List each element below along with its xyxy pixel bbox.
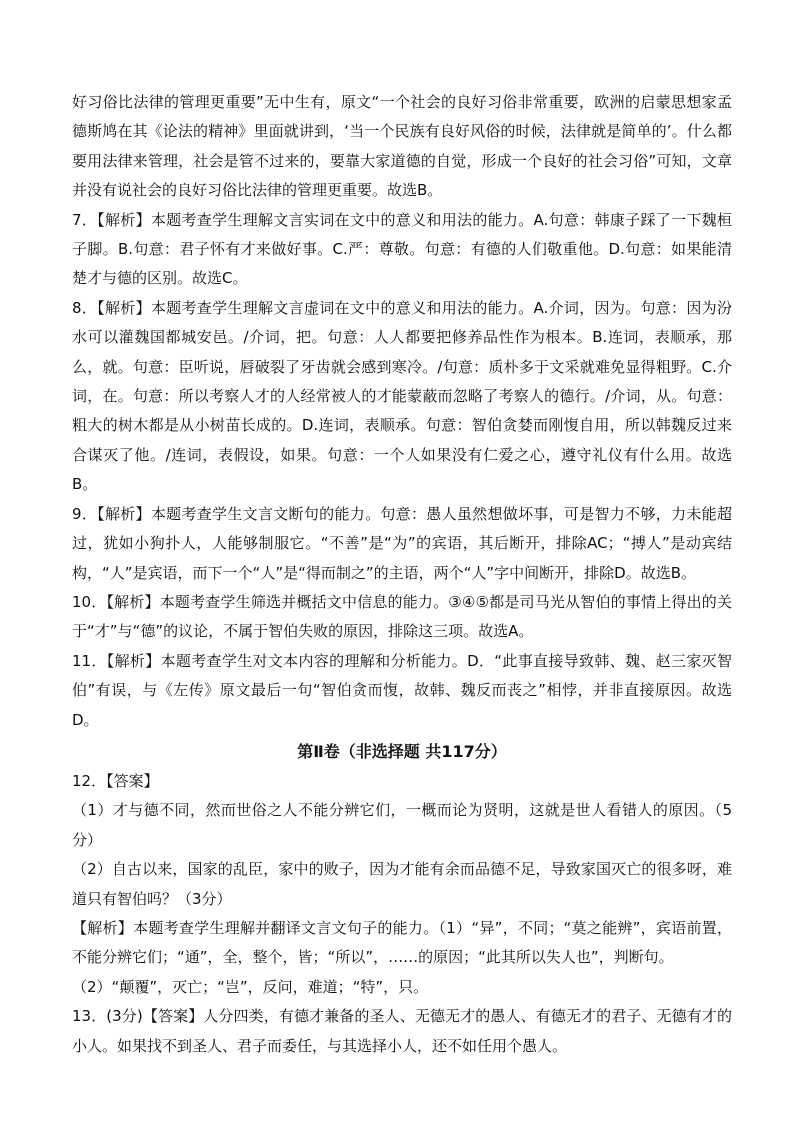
answer-paragraph-10: 10．【解析】本题考查学生筛选并概括文中信息的能力。③④⑤都是司马光从智伯的事情上得出的关于“才”与“德”的议论，不属于智伯失败的原因，排除这三项。故选A。 [72, 592, 732, 641]
answer-12-heading: 12．【答案】 [72, 771, 159, 790]
answer-12-part-1: （1）才与德不同，然而世俗之人不能分辨它们，一概而论为贤明，这就是世人看错人的原因。（5分） [72, 801, 732, 849]
answer-paragraph-11: 11．【解析】本题考查学生对文本内容的理解和分析能力。D．“此事直接导致韩、魏、赵三家灭智伯”有误，与《左传》原文最后一句“智伯贪而愎，故韩、魏反而丧之”相悖，并非直接原因。故选D。 [72, 651, 732, 729]
answer-paragraph-8: 8．【解析】本题考查学生理解文言虚词在文中的意义和用法的能力。A.介词，因为。句意：因为汾水可以灌魏国都城安邑。/介词，把。句意：人人都要把修养品性作为根本。B.连词，表顺承，那么，就。句意：臣听说，唇破裂了牙齿就会感到寒冷。/句意：质朴多于文采就难免显得粗野。C.介词，在。句意：所以考察人才的人经常被人的才能蒙蔽而忽略了考察人的德行。/介词，从。句意：粗大的树木都是从小树苗长成的。D.连词，表顺承。句意：智伯贪婪而刚愎自用，所以韩魏反过来合谋灭了他。/连词，表假设，如果。句意：一个人如果没有仁爱之心，遵守礼仪有什么用。故选B。 [72, 298, 732, 494]
answer-12-part-2: （2）自古以来，国家的乱臣，家中的败子，因为才能有余而品德不足，导致家国灭亡的很多呀，难道只有智伯吗？（3分） [72, 860, 732, 908]
answer-12-analysis-part-2: （2）“颠覆”，灭亡；“岂”，反问，难道；“特”，只。 [72, 977, 429, 996]
answer-paragraph-7: 7．【解析】本题考查学生理解文言实词在文中的意义和用法的能力。A.句意：韩康子踩了一下魏桓子脚。B.句意：君子怀有才来做好事。C.严：尊敬。句意：有德的人们敬重他。D.句意：如果能清楚才与德的区别。故选C。 [72, 210, 732, 288]
document-page [72, 88, 732, 1061]
answer-12-analysis: 【解析】本题考查学生理解并翻译文言文句子的能力。（1）“异”，不同；“莫之能辨”，宾语前置，不能分辨它们；“通”，全，整个，皆；“所以”，……的原因；“此其所以失人也”，判断句。 [72, 918, 732, 967]
answer-13: 13．(3分)【答案】人分四类，有德才兼备的圣人、无德无才的愚人、有德无才的君子、无德有才的小人。如果找不到圣人、君子而委任，与其选择小人，还不如任用个愚人。 [72, 1007, 732, 1055]
answer-paragraph-6-continued: 好习俗比法律的管理更重要”无中生有，原文“一个社会的良好习俗非常重要，欧洲的启蒙思想家孟德斯鸠在其《论法的精神》里面就讲到，‘当一个民族有良好风俗的时候，法律就是简单的’。什么都要用法律来管理，社会是管不过来的，要靠大家道德的自觉，形成一个良好的社会习俗”可知，文章并没有说社会的良好习俗比法律的管理更重要。故选B。 [72, 93, 732, 200]
answer-paragraph-9: 9．【解析】本题考查学生文言文断句的能力。句意：愚人虽然想做坏事，可是智力不够，力未能超过，犹如小狗扑人，人能够制服它。“不善”是“为”的宾语，其后断开，排除AC；“搏人”是动宾结构，“人”是宾语，而下一个“人”是“得而制之”的主语，两个“人”字中间断开，排除D。故选B。 [72, 504, 732, 582]
section-title: 第Ⅱ卷（非选择题 共117分） [297, 741, 507, 761]
